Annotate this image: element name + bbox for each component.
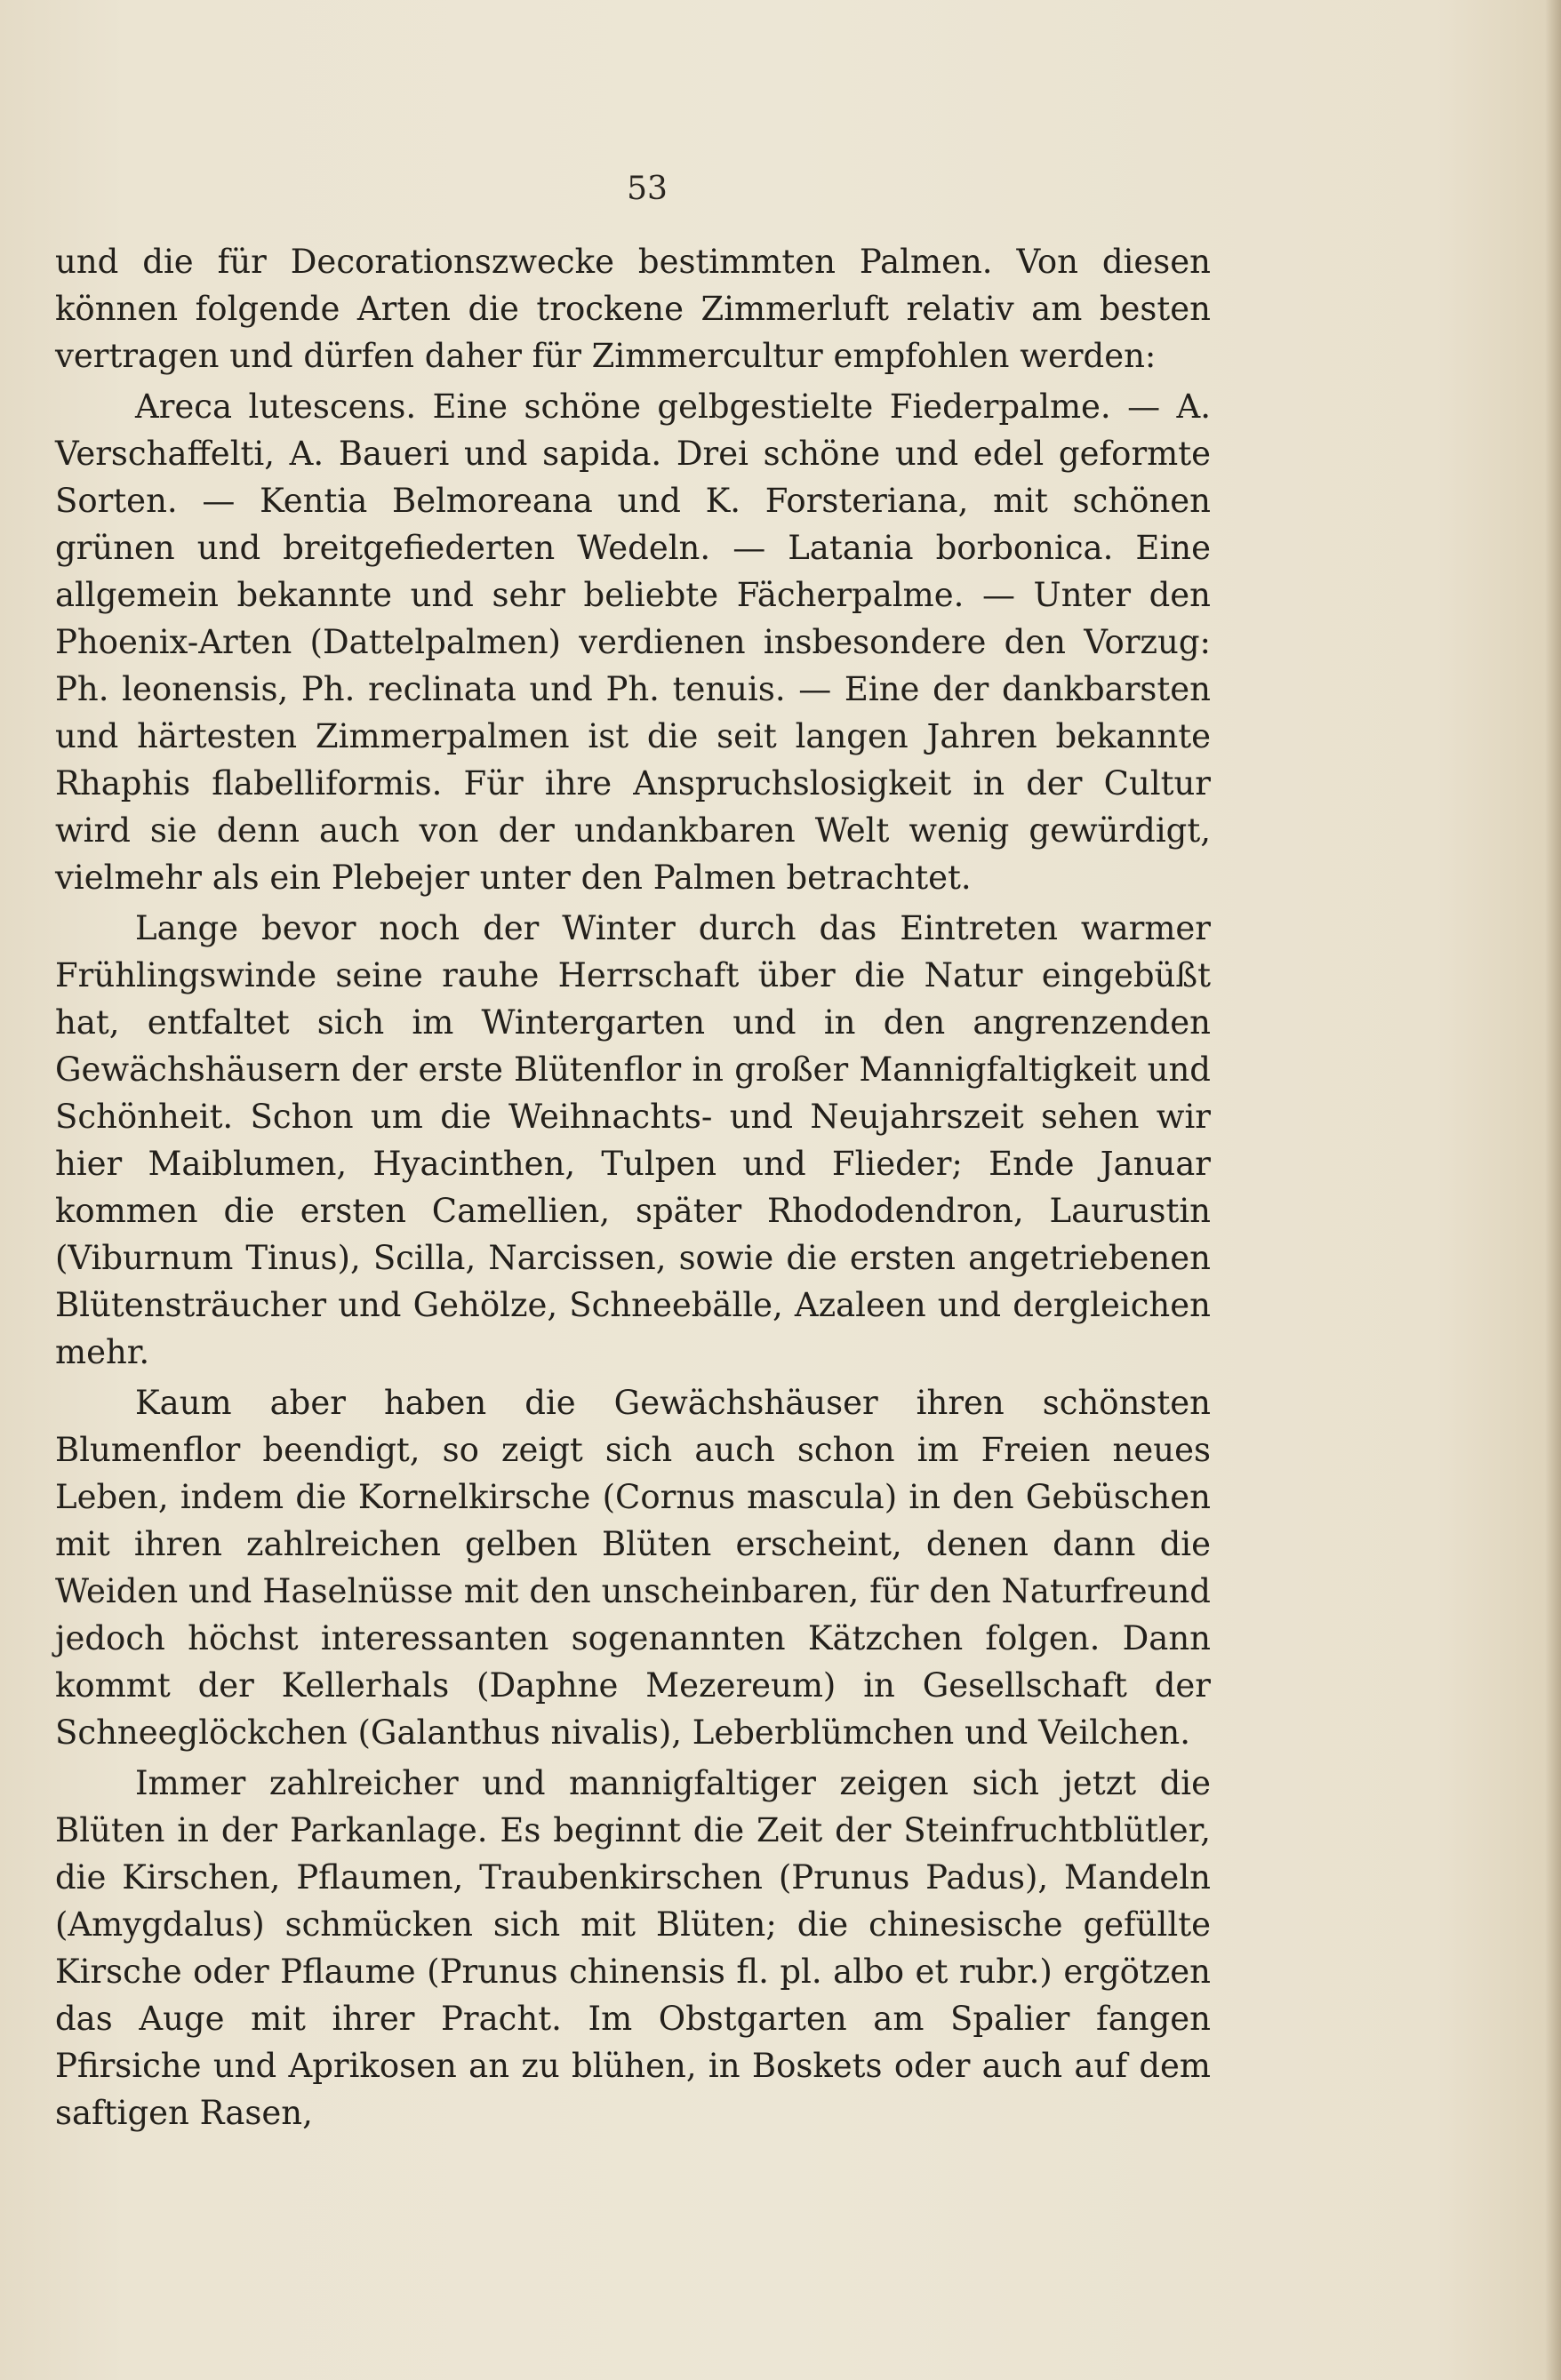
paragraph-5: Immer zahlreicher und mannigfaltiger zeigen sich jetzt die Blüten in der Parkanlage. Es beginnt die Zeit der Steinfruchtblütler, die Kirschen, Pflaumen, Traubenkirschen (Prunus Padus), Mandeln (Amygdalus) schmücken sich mit Blüten; die chinesische gefüllte Kirsche oder Pflaume (Prunus chinensis fl. pl. albo et rubr.) ergötzen das Auge mit ihrer Pracht. Im Obstgarten am Spalier fangen Pfirsiche und Aprikosen an zu blühen, in Boskets oder auch auf dem saftigen Rasen,	[55, 1764, 1211, 2132]
page-edge-shadow	[1545, 0, 1561, 2380]
text-body	[55, 238, 1211, 2136]
paragraph-1: und die für Decorationszwecke bestimmten Palmen. Von diesen können folgende Arten die trockene Zimmerluft relativ am besten vertragen und dürfen daher für Zimmercultur empfohlen werden:	[55, 243, 1211, 375]
paragraph-2: Areca lutescens. Eine schöne gelbgestielte Fiederpalme. — A. Verschaffelti, A. Baueri und sapida. Drei schöne und edel geformte Sorten. — Kentia Belmoreana und K. Forsteriana, mit schönen grünen und breitgefiederten Wedeln. — Latania borbonica. Eine allgemein bekannte und sehr beliebte Fächerpalme. — Unter den Phoenix-Arten (Dattelpalmen) verdienen insbesondere den Vorzug: Ph. leonensis, Ph. reclinata und Ph. tenuis. — Eine der dankbarsten und härtesten Zimmerpalmen ist die seit langen Jahren bekannte Rhaphis flabelliformis. Für ihre Anspruchslosigkeit in der Cultur wird sie denn auch von der undankbaren Welt wenig gewürdigt, vielmehr als ein Plebejer unter den Palmen betrachtet.	[55, 387, 1211, 897]
paragraph-3: Lange bevor noch der Winter durch das Eintreten warmer Frühlingswinde seine rauhe Herrschaft über die Natur eingebüßt hat, entfaltet sich im Wintergarten und in den angrenzenden Gewächshäusern der erste Blütenflor in großer Mannigfaltigkeit und Schönheit. Schon um die Weihnachts- und Neujahrszeit sehen wir hier Maiblumen, Hyacinthen, Tulpen und Flieder; Ende Januar kommen die ersten Camellien, später Rhododendron, Laurustin (Viburnum Tinus), Scilla, Narcissen, sowie die ersten angetriebenen Blütensträucher und Gehölze, Schneebälle, Azaleen und dergleichen mehr.	[55, 909, 1211, 1371]
paragraph-4: Kaum aber haben die Gewächshäuser ihren schönsten Blumenflor beendigt, so zeigt sich auch schon im Freien neues Leben, indem die Kornelkirsche (Cornus mascula) in den Gebüschen mit ihren zahlreichen gelben Blüten erscheint, denen dann die Weiden und Haselnüsse mit den unscheinbaren, für den Naturfreund jedoch höchst interessanten sogenannten Kätzchen folgen. Dann kommt der Kellerhals (Daphne Mezereum) in Gesellschaft der Schneeglöckchen (Galanthus nivalis), Leberblümchen und Veilchen.	[55, 1384, 1211, 1752]
page-number: 53	[627, 171, 668, 207]
